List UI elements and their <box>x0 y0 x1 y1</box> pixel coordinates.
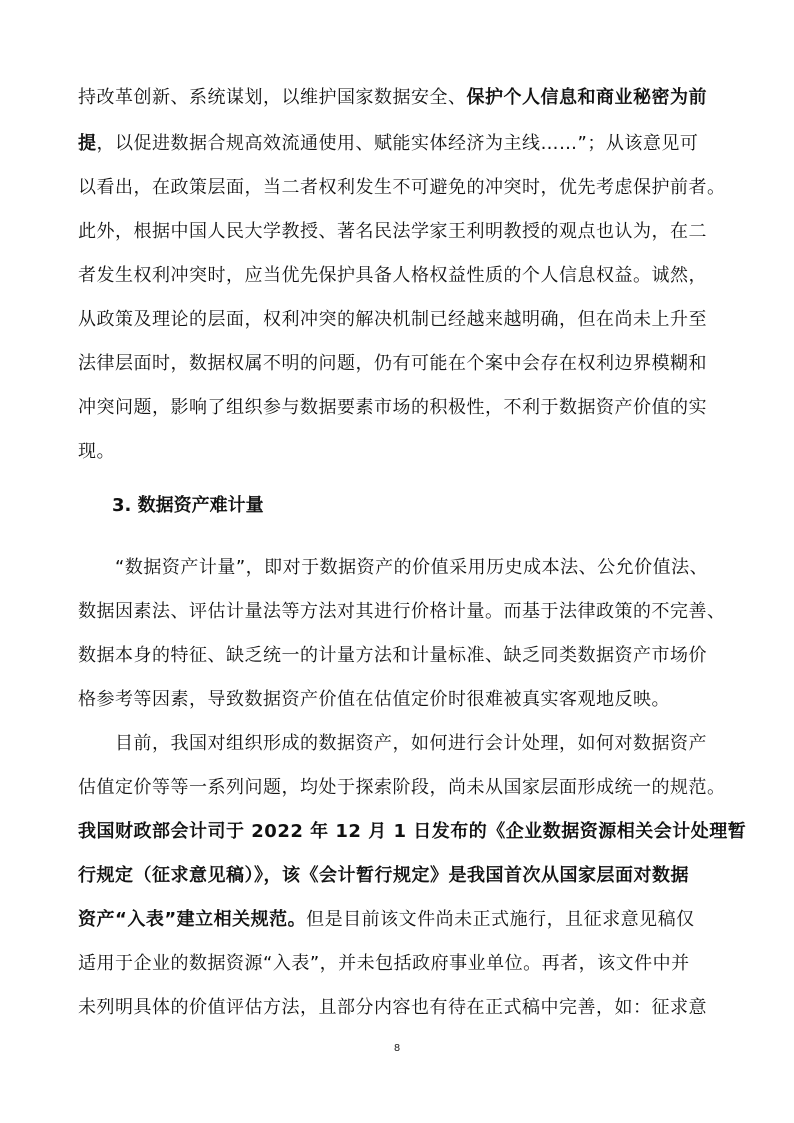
text-line: 我国财政部会计司于 2022 年 12 月 1 日发布的《企业数据资源相关会计处理暂 <box>78 821 747 842</box>
text-line: 法律层面时，数据权属不明的问题，仍有可能在个案中会存在权利边界模糊和 <box>78 353 707 374</box>
text-line: 目前，我国对组织形成的数据资产，如何进行会计处理，如何对数据资产 <box>78 733 707 754</box>
text-line: 者发生权利冲突时，应当优先保护具备人格权益性质的个人信息权益。诚然， <box>78 265 707 286</box>
text-line: 从政策及理论的层面，权利冲突的解决机制已经越来越明确，但在尚未上升至 <box>78 309 707 330</box>
text-line: 数据本身的特征、缺乏统一的计量方法和计量标准、缺乏同类数据资产市场价 <box>78 645 707 666</box>
text-line: 提，以促进数据合规高效流通使用、赋能实体经济为主线……”；从该意见可 <box>78 133 699 154</box>
text-line: 以看出，在政策层面，当二者权利发生不可避免的冲突时，优先考虑保护前者。 <box>78 177 726 198</box>
text-line: 估值定价等等一系列问题，均处于探索阶段，尚未从国家层面形成统一的规范。 <box>78 777 726 798</box>
page-number: 8 <box>393 1043 401 1054</box>
text-line: “数据资产计量”，即对于数据资产的价值采用历史成本法、公允价值法、 <box>78 557 709 578</box>
text-line: 未列明具体的价值评估方法，且部分内容也有待在正式稿中完善，如：征求意 <box>78 997 707 1018</box>
text-line: 适用于企业的数据资源“入表”，并未包括政府事业单位。再者，该文件中并 <box>78 953 690 974</box>
text-line: 持改革创新、系统谋划，以维护国家数据安全、保护个人信息和商业秘密为前 <box>78 87 707 108</box>
text-line: 数据因素法、评估计量法等方法对其进行价格计量。而基于法律政策的不完善、 <box>78 601 726 622</box>
text-line: 行规定（征求意见稿）》，该《会计暂行规定》是我国首次从国家层面对数据 <box>78 865 689 886</box>
text-line: 冲突问题，影响了组织参与数据要素市场的积极性，不利于数据资产价值的实 <box>78 397 707 418</box>
text-line: 资产“入表”建立相关规范。但是目前该文件尚未正式施行，且征求意见稿仅 <box>78 909 695 930</box>
section-heading: 3. 数据资产难计量 <box>112 495 264 516</box>
text-line: 格参考等因素，导致数据资产价值在估值定价时很难被真实客观地反映。 <box>78 689 670 710</box>
text-line: 此外，根据中国人民大学教授、著名民法学家王利明教授的观点也认为，在二 <box>78 221 707 242</box>
text-line: 现。 <box>78 441 115 462</box>
